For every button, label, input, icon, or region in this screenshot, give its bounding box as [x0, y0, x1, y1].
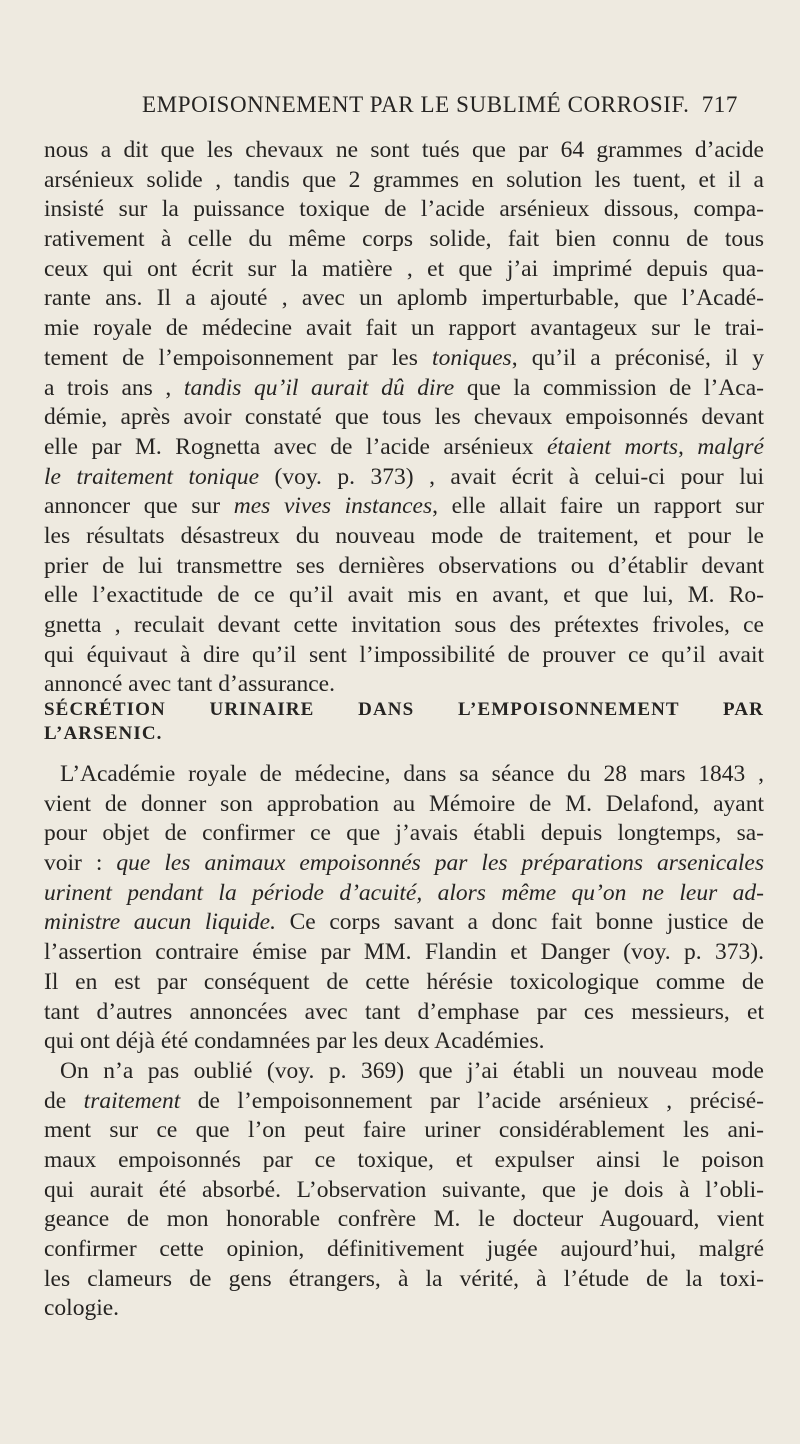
text-line: insisté sur la puissance toxique de l’acide arsénieux dissous, compa- — [44, 196, 764, 223]
text-line: qui ont déjà été condamnées par les deux Académies. — [44, 1028, 545, 1055]
text-line: elle l’exactitude de ce qu’il avait mis en avant, et que lui, M. Ro- — [44, 582, 764, 609]
text-run: voir : — [44, 850, 117, 877]
text-line — [44, 879, 764, 909]
running-title: EMPOISONNEMENT PAR LE SUBLIMÉ CORROSIF. — [142, 92, 690, 117]
heading-line: L’ARSENIC. — [44, 723, 163, 744]
running-head — [142, 92, 738, 122]
body-text — [44, 760, 764, 1324]
text-line: démie, après avoir constaté que tous les chevaux empoisonnés devant — [44, 404, 764, 431]
italic-run: le traitement tonique — [44, 463, 260, 490]
text-line: maux empoisonnés par ce toxique, et expulser ainsi le poison — [44, 1146, 764, 1173]
italic-run: toniques — [432, 344, 512, 371]
italic-run: que les animaux empoisonnés par les préparations arsenicales — [116, 850, 764, 877]
text-line — [44, 492, 764, 522]
paragraph-continued — [44, 136, 764, 700]
text-run: , elle allait faire un rapport sur — [432, 493, 764, 520]
text-line: geance de mon honorable confrère M. le docteur Augouard, vient — [44, 1206, 764, 1233]
text-run: que la commission de l’Aca- — [454, 374, 764, 401]
text-line: arsénieux solide , tandis que 2 grammes en solution les tuent, et il a — [44, 166, 764, 193]
text-run: elle par M. Rognetta avec de l’acide arsénieux — [44, 433, 547, 460]
text-line — [44, 463, 764, 493]
text-line: vient de donner son approbation au Mémoire de M. Delafond, ayant — [44, 790, 764, 817]
text-line: les résultats désastreux du nouveau mode de traitement, et pour le — [44, 522, 764, 549]
text-run: a trois ans , — [44, 374, 184, 401]
text-line: rante ans. Il a ajouté , avec un aplomb imperturbable, que l’Acadé- — [44, 285, 764, 312]
text-line — [44, 908, 764, 938]
italic-run: urinent pendant la période d’acuité, alors même qu’on ne leur ad- — [44, 879, 764, 906]
italic-run: ministre aucun liquide. — [44, 909, 276, 936]
text-line: nous a dit que les chevaux ne sont tués que par 64 grammes d’acide — [44, 137, 764, 163]
text-line: les clameurs de gens étrangers, à la vérité, à l’étude de la toxi- — [44, 1265, 764, 1292]
text-line: gnetta , reculait devant cette invitation sous des prétextes frivoles, ce — [44, 612, 764, 638]
text-run: tement de l’empoisonnement par les — [44, 344, 433, 371]
text-line: ment sur ce que l’on peut faire uriner considérablement les ani- — [44, 1117, 764, 1144]
text-line: tant d’autres annoncées avec tant d’emphase par ces messieurs, et — [44, 998, 764, 1025]
italic-run: traitement — [83, 1087, 181, 1114]
italic-run: étaient morts, malgré — [546, 433, 764, 460]
italic-run: tandis qu’il aurait dû dire — [183, 374, 455, 401]
text-run: annoncer que sur — [44, 493, 234, 520]
text-run: de — [44, 1087, 84, 1114]
text-run: de l’empoisonnement par l’acide arsénieux , précisé- — [180, 1087, 764, 1114]
page-number: 717 — [701, 92, 738, 117]
text-line: Il en est par conséquent de cette hérésie toxicologique comme de — [44, 968, 764, 995]
text-line: qui aurait été absorbé. L’observation suivante, que je dois à l’obli- — [44, 1176, 764, 1203]
text-line: L’Académie royale de médecine, dans sa séance du 28 mars 1843 , — [60, 761, 764, 787]
text-run: Ce corps savant a donc fait bonne justice de — [275, 909, 764, 936]
text-line: l’assertion contraire émise par MM. Flandin et Danger (voy. p. 373). — [44, 939, 764, 966]
text-line: annoncé avec tant d’assurance. — [44, 671, 335, 698]
text-run: (voy. p. 373) , avait écrit à celui-ci pour lui — [259, 463, 764, 490]
text-line: prier de lui transmettre ses dernières observations ou d’établir devant — [44, 552, 764, 579]
text-line: rativement à celle du même corps solide, fait bien connu de tous — [44, 226, 764, 253]
text-run: , qu’il a préconisé, il y — [511, 344, 764, 371]
text-line: mie royale de médecine avait fait un rapport avantageux sur le trai- — [44, 315, 764, 342]
text-line — [44, 1087, 764, 1117]
text-line — [44, 849, 764, 879]
text-line — [44, 374, 764, 404]
section-heading — [44, 698, 764, 746]
text-line: pour objet de confirmer ce que j’avais établi depuis longtemps, sa- — [44, 820, 764, 847]
text-line: confirmer cette opinion, définitivement jugée aujourd’hui, malgré — [44, 1236, 764, 1262]
text-line: cologie. — [44, 1295, 120, 1322]
text-line — [44, 344, 764, 374]
text-line: ceux qui ont écrit sur la matière , et que j’ai imprimé depuis qua- — [44, 255, 764, 282]
text-line — [44, 433, 764, 463]
text-line: On n’a pas oublié (voy. p. 369) que j’ai établi un nouveau mode — [60, 1057, 764, 1084]
text-line: qui équivaut à dire qu’il sent l’impossibilité de prouver ce qu’il avait — [44, 641, 764, 668]
heading-line: SÉCRÉTION URINAIRE DANS L’EMPOISONNEMENT PAR — [44, 699, 764, 720]
italic-run: mes vives instances — [233, 493, 433, 520]
